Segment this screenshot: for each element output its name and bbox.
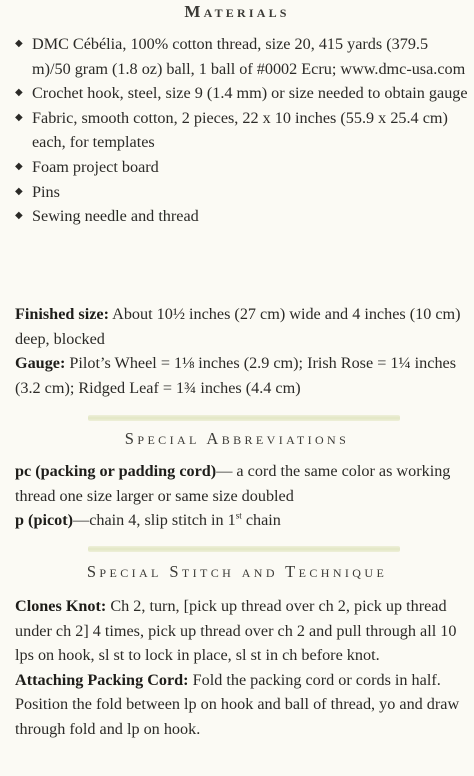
size-gauge-block xyxy=(15,302,467,400)
list-item xyxy=(12,204,470,229)
abbreviations-block xyxy=(15,459,467,533)
picot-text-end: chain xyxy=(241,511,281,530)
clones-knot-paragraph xyxy=(15,594,467,668)
pc-paragraph xyxy=(15,459,467,508)
material-text: Pins xyxy=(32,182,60,201)
list-item xyxy=(12,155,470,180)
section-divider xyxy=(88,546,400,552)
finished-size-paragraph xyxy=(15,302,467,351)
diamond-bullet-icon: ◆ xyxy=(15,87,23,99)
gauge-paragraph xyxy=(15,351,467,400)
material-text: Sewing needle and thread xyxy=(32,207,199,226)
diamond-bullet-icon: ◆ xyxy=(15,38,23,49)
material-text: DMC Cébélia, 100% cotton thread, size 20, 415 yards (379.5 m)/50 gram (1.8 oz) ball, 1 ball of #0002 Ecru; www.dmc-usa.com xyxy=(32,35,466,78)
technique-block xyxy=(15,594,467,742)
special-abbreviations-heading: Special Abbreviations xyxy=(124,429,350,448)
finished-size-label: Finished size: xyxy=(15,305,109,323)
pc-label: pc (packing or padding cord) xyxy=(15,462,217,480)
diamond-bullet-icon: ◆ xyxy=(15,111,23,123)
diamond-bullet-icon: ◆ xyxy=(15,185,23,197)
clones-knot-label: Clones Knot: xyxy=(15,597,107,615)
list-item xyxy=(12,32,470,81)
gauge-label: Gauge: xyxy=(15,354,66,373)
finished-size-text: About 10½ inches (27 cm) wide and 4 inches (10 cm) deep, blocked xyxy=(15,305,461,348)
materials-list xyxy=(12,32,470,229)
material-text: Foam project board xyxy=(32,157,159,176)
picot-paragraph xyxy=(15,508,467,533)
material-text: Crochet hook, steel, size 9 (1.4 mm) or size needed to obtain gauge xyxy=(32,84,468,103)
section-divider xyxy=(88,415,400,421)
list-item xyxy=(12,106,470,155)
picot-text: —chain 4, slip stitch in 1 xyxy=(73,511,236,530)
gauge-text: Pilot’s Wheel = 1⅛ inches (2.9 cm); Irish Rose = 1¼ inches (3.2 cm); Ridged Leaf = 1¾ inches (4.4 cm) xyxy=(15,354,457,397)
packing-cord-paragraph xyxy=(15,668,467,742)
material-text: Fabric, smooth cotton, 2 pieces, 22 x 10 inches (55.9 x 25.4 cm) each, for templates xyxy=(32,108,448,152)
picot-superscript: st xyxy=(235,510,242,521)
picot-label: p (picot) xyxy=(15,511,73,530)
pc-text: — a cord the same color as working thread one size larger or same size doubled xyxy=(15,462,451,505)
materials-heading: Materials xyxy=(184,2,290,21)
list-item xyxy=(12,81,470,106)
list-item xyxy=(12,180,470,205)
diamond-bullet-icon: ◆ xyxy=(15,210,23,222)
clones-knot-text: Ch 2, turn, [pick up thread over ch 2, pick up thread under ch 2] 4 times, pick up thread over ch 2 and pull through all 10 lps on hook, sl st to lock in place, sl st in ch before knot. xyxy=(15,597,457,665)
special-stitch-heading: Special Stitch and Technique xyxy=(86,562,388,581)
packing-cord-text: Fold the packing cord or cords in half. Position the fold between lp on hook and ball of thread, yo and draw through fold and lp on hook. xyxy=(15,670,460,738)
diamond-bullet-icon: ◆ xyxy=(15,160,23,172)
packing-cord-label: Attaching Packing Cord: xyxy=(15,670,189,689)
